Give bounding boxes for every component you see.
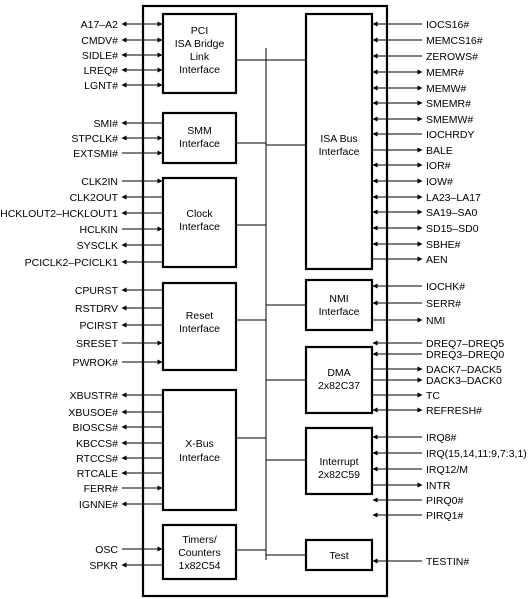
signal-label: SERR# (426, 297, 462, 310)
signal-label: MEMCS16# (426, 34, 483, 47)
block-label: Link (189, 51, 210, 63)
block-label: 2x82C37 (317, 380, 361, 392)
block-dma (306, 347, 372, 413)
signal-label: DACK7–DACK5 (426, 363, 502, 376)
signal-label: IOCHK# (426, 280, 466, 293)
signal-label: CLK2IN (81, 175, 118, 188)
signal-pin-xbustr (70, 390, 162, 402)
signal-pin-la23-la17 (373, 192, 481, 204)
block-label: Clock (186, 208, 213, 220)
signal-pin-ferr (84, 483, 162, 495)
signal-label: HCLKIN (79, 223, 118, 236)
signal-label: SBHE# (426, 238, 461, 251)
block-label: Interrupt (319, 456, 359, 468)
signal-label: LA23–LA17 (426, 191, 481, 204)
right-signal-pins (373, 19, 527, 568)
signal-pin-pciclk2-pciclk1 (25, 257, 162, 269)
block-label: DMA (327, 367, 351, 379)
signal-label: IRQ8# (426, 431, 457, 444)
signal-pin-bioscs (72, 422, 162, 434)
signal-pin-bale (373, 145, 453, 157)
signal-pin-iochrdy (373, 129, 474, 141)
block-x-bus-interface (163, 390, 236, 510)
signal-label: CPURST (74, 284, 118, 297)
signal-pin-pwrok (72, 357, 162, 369)
signal-pin-ignne (79, 499, 162, 511)
signal-label: KBCCS# (75, 437, 118, 450)
internal-bus (236, 48, 306, 560)
signal-pin-sreset (76, 338, 162, 350)
block-label: Test (329, 550, 349, 562)
signal-label: MEMR# (426, 66, 464, 79)
signal-pin-xbusoe (68, 407, 162, 419)
block-label: Interface (318, 146, 360, 158)
signal-label: INTR (426, 479, 451, 492)
signal-pin-rtcale (77, 468, 162, 480)
block-isa-bus-interface (306, 14, 372, 269)
block-timers-counters (163, 525, 236, 579)
signal-label: PIRQ0# (426, 494, 464, 507)
signal-label: XBUSOE# (68, 406, 118, 419)
signal-label: TC (426, 389, 440, 402)
signal-label: CMDV# (81, 34, 118, 47)
signal-pin-dack3-dack0 (373, 375, 502, 387)
signal-label: FERR# (83, 482, 118, 495)
block-clock-interface (163, 178, 236, 267)
signal-pin-aen (373, 254, 448, 266)
signal-label: NMI (426, 314, 446, 327)
signal-label: TESTIN# (426, 555, 470, 568)
signal-label: A17–A2 (80, 18, 118, 31)
block-smm-interface (163, 113, 236, 163)
block-label: Reset (185, 310, 214, 322)
signal-label: SPKR (89, 559, 118, 572)
signal-pin-lgnt (84, 80, 162, 92)
signal-label: XBUSTR# (69, 389, 118, 402)
left-signal-pins (0, 19, 162, 572)
signal-label: IRQ(15,14,11:9,7:3,1) (426, 447, 527, 460)
signal-pin-tc (373, 390, 440, 402)
signal-pin-rtccs (76, 453, 162, 465)
block-label: Interface (179, 221, 220, 233)
signal-label: ZEROWS# (426, 50, 478, 63)
signal-label: AEN (426, 253, 448, 266)
signal-pin-irq-15-14-11-9-7-3-1 (373, 448, 527, 460)
signal-label: IRQ12/M (426, 463, 469, 476)
signal-label: PCICLK2–PCICLK1 (24, 256, 118, 269)
signal-pin-iow (373, 176, 453, 188)
signal-label: LREQ# (83, 64, 118, 77)
block-label: Interface (179, 64, 220, 76)
signal-pin-sa19-sa0 (373, 207, 478, 219)
signal-pin-stpclk (71, 133, 162, 145)
signal-label: DREQ7–DREQ5 (426, 337, 505, 350)
block-label: 2x82C59 (317, 469, 361, 481)
signal-label: SMEMW# (426, 113, 474, 126)
signal-label: DREQ3–DREQ0 (426, 348, 505, 361)
signal-label: EXTSMI# (73, 147, 118, 160)
signal-pin-spkr (89, 560, 162, 572)
block-interrupt (306, 428, 372, 494)
signal-label: REFRESH# (426, 404, 483, 417)
signal-label: SRESET (75, 337, 118, 350)
signal-pin-irq8 (373, 432, 457, 444)
block-pci-isa-bridge-link-interface (163, 14, 236, 93)
signal-pin-refresh (373, 405, 482, 417)
block-label: Interface (179, 452, 220, 464)
signal-label: OSC (95, 543, 118, 556)
signal-pin-ior (373, 160, 451, 172)
signal-label: RSTDRV (75, 302, 118, 315)
signal-pin-a17-a2 (81, 19, 162, 31)
block-label: Counters (178, 547, 221, 559)
signal-pin-zerows (373, 51, 478, 63)
signal-label: BALE (426, 144, 453, 157)
signal-pin-lreq (84, 65, 162, 77)
signal-label: BIOSCS# (72, 421, 118, 434)
signal-label: SIDLE# (81, 49, 118, 62)
signal-pin-dreq3-dreq0 (373, 349, 504, 361)
block-label: ISA Bus (320, 133, 358, 145)
signal-pin-clk2in (81, 176, 162, 188)
block-reset-interface (163, 283, 236, 370)
signal-label: PIRQ1# (426, 509, 464, 522)
signal-label: PCIRST (79, 319, 118, 332)
signal-label: SMI# (93, 117, 118, 130)
signal-label: DACK3–DACK0 (426, 374, 502, 387)
signal-pin-sidle (82, 50, 162, 62)
signal-label: RTCALE (76, 467, 118, 480)
signal-label: IGNNE# (78, 498, 118, 511)
signal-label: LGNT# (84, 79, 118, 92)
signal-label: IOW# (426, 175, 453, 188)
signal-pin-cpurst (75, 285, 162, 297)
signal-label: PWROK# (72, 356, 118, 369)
signal-pin-hclkin (79, 224, 162, 236)
block-label: Timers/ (182, 534, 217, 546)
signal-label: STPCLK# (71, 132, 118, 145)
signal-pin-hcklout2-hcklout1 (0, 208, 162, 220)
signal-pin-memcs16 (373, 35, 483, 47)
signal-pin-intr (373, 480, 451, 492)
block-label: PCI (190, 25, 209, 37)
signal-label: IOCHRDY (426, 128, 475, 141)
block-label: X-Bus (185, 438, 214, 450)
block-label: NMI (329, 293, 349, 305)
block-nmi-interface (306, 280, 372, 330)
signal-pin-nmi (373, 315, 445, 327)
block-test (306, 540, 372, 570)
signal-label: MEMW# (426, 82, 467, 95)
signal-label: CLK2OUT (69, 191, 118, 204)
block-label: Interface (179, 138, 220, 150)
signal-label: SYSCLK (76, 239, 118, 252)
block-label: SMM (187, 125, 212, 137)
signal-label: RTCCS# (76, 452, 118, 465)
signal-label: SD15–SD0 (426, 222, 479, 235)
signal-pin-osc (95, 544, 162, 556)
signal-pin-kbccs (76, 438, 162, 450)
signal-pin-sd15-sd0 (373, 223, 479, 235)
signal-pin-clk2out (70, 192, 162, 204)
signal-pin-rstdrv (75, 303, 162, 315)
signal-pin-smi (93, 118, 162, 130)
block-label: Interface (318, 306, 360, 318)
signal-pin-extsmi (73, 148, 162, 160)
block-label: 1x82C54 (178, 560, 221, 572)
signal-pin-cmdv (81, 35, 162, 47)
block-label: Interface (179, 323, 220, 335)
signal-pin-sysclk (77, 240, 162, 252)
signal-label: SMEMR# (426, 97, 471, 110)
signal-label: SA19–SA0 (426, 206, 478, 219)
signal-label: IOCS16# (426, 18, 470, 31)
signal-label: IOR# (426, 159, 451, 172)
signal-label: HCKLOUT2–HCKLOUT1 (0, 207, 118, 220)
signal-pin-pcirst (79, 320, 162, 332)
block-label: ISA Bridge (174, 38, 225, 50)
